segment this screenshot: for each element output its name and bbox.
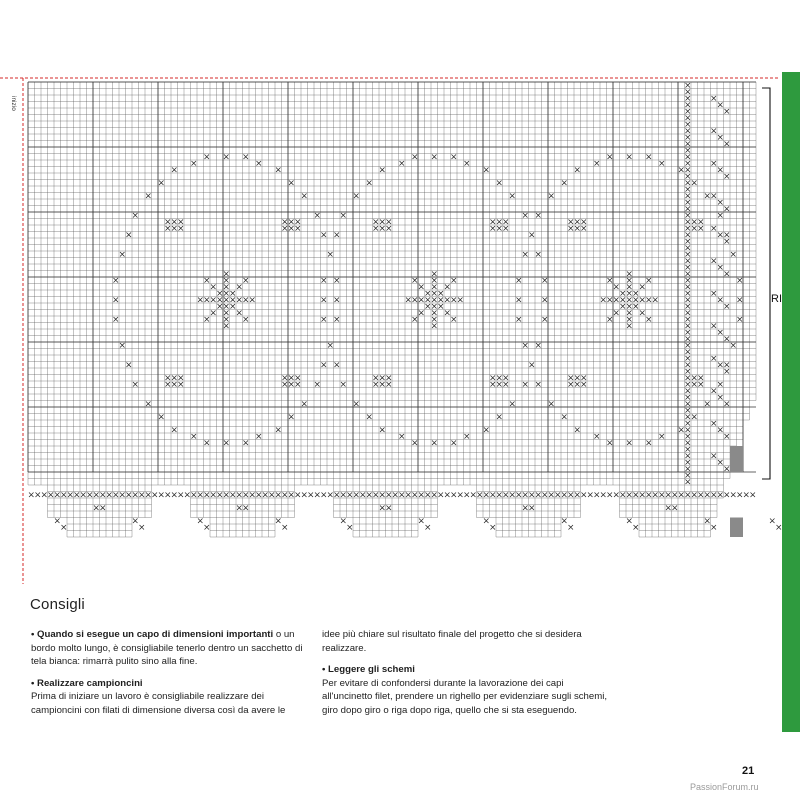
tips-column-left bbox=[31, 628, 309, 726]
chart-shaded-cells-lower bbox=[730, 518, 743, 538]
chart-grid bbox=[28, 82, 756, 537]
tips-column-right bbox=[322, 628, 612, 726]
tip-2-heading: • Realizzare campioncini bbox=[31, 677, 143, 689]
page-number: 21 bbox=[742, 765, 755, 777]
accent-side-bar bbox=[782, 72, 800, 732]
tip-3-text: Per evitare di confondersi durante la lavorazione dei capi all'uncinetto filet, prendere un righello per evidenziare sugli schemi, giro dopo giro o riga dopo riga, quello che si sta eseguendo. bbox=[322, 677, 608, 716]
start-label: inizio bbox=[10, 96, 17, 111]
tip-1-heading: • Quando si esegue un capo di dimensioni importanti bbox=[31, 629, 274, 640]
repeat-bracket bbox=[762, 88, 770, 479]
section-title: Consigli bbox=[30, 596, 85, 613]
tip-3-heading: • Leggere gli schemi bbox=[322, 664, 415, 676]
watermark: PassionForum.ru bbox=[690, 782, 759, 792]
tip-3 bbox=[322, 663, 612, 717]
tip-2 bbox=[31, 677, 309, 718]
filet-crochet-chart bbox=[0, 74, 780, 584]
tip-2-continued: idee più chiare sul risultato finale del progetto che si desidera realizzare. bbox=[322, 629, 582, 654]
repeat-label: RI bbox=[771, 293, 782, 305]
tip-1 bbox=[31, 628, 309, 669]
tip-1-text: o un bordo molto lungo, è consigliabile tenerlo dentro un sacchetto di tela bianca: rimarrà pulito sino alla fine. bbox=[31, 629, 303, 668]
chart-shaded-cells bbox=[730, 446, 743, 472]
tip-2-text: Prima di iniziare un lavoro è consigliabile realizzare dei campioncini con filati di dimensione diversa così da avere le bbox=[31, 691, 286, 716]
